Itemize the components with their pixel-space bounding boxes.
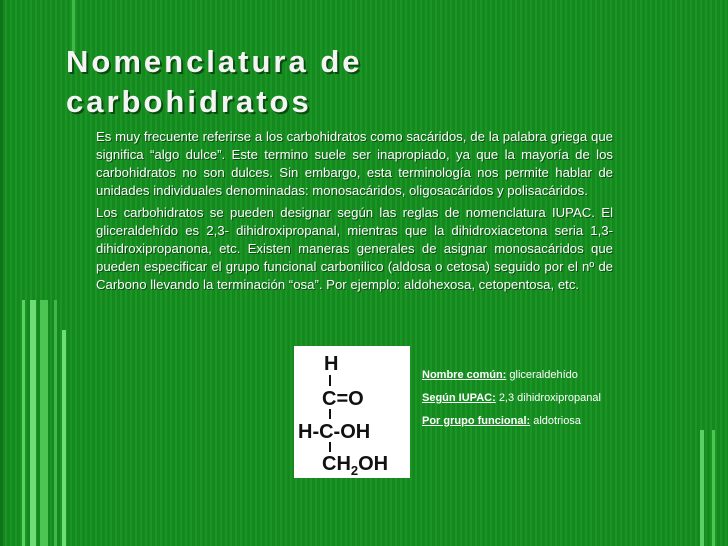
title-line: Nomenclatura de	[66, 44, 363, 79]
functional-name-row	[422, 415, 672, 428]
hydroxymethyl-group	[322, 453, 388, 478]
paragraph-intro: Es muy frecuente referirse a los carbohidratos como sacáridos, de la palabra griega que significa “algo dulce”. Este termino suele ser inapropiado, ya que la mayoría de los carbohidratos no son dulces. Sin embargo, esta terminología nos permite hablar de unidades individuales denominadas: monosacáridos, oligosacáridos y polisacáridos.	[96, 129, 613, 198]
slide-title	[66, 42, 626, 122]
functional-name-label: Por grupo funcional:	[422, 415, 531, 427]
stripe-decoration	[700, 430, 704, 546]
iupac-name-row	[422, 392, 672, 405]
glyceraldehyde-structure	[294, 346, 410, 478]
title-line: carbohidratos	[66, 84, 312, 119]
stripe-decoration	[62, 330, 66, 546]
body-text	[96, 128, 613, 298]
stripe-decoration	[712, 430, 715, 546]
stripe-decoration	[30, 300, 36, 546]
carbonyl-group: C=O	[322, 388, 364, 410]
paragraph-iupac: Los carbohidratos se pueden designar según las reglas de nomenclatura IUPAC. El gliceraldehído es 2,3- dihidroxipropanal, mientras que la dihidroxiacetona seria 1,3- dihidroxipropanona, etc. Existen maneras generales de asignar monosacáridos que pueden especificar el grupo funcional carbonilico (aldosa o cetosa) seguido por el nº de Carbono llevando la terminación “osa”. Por ejemplo: aldohexosa, cetopentosa, etc.	[96, 205, 613, 292]
stripe-decoration	[54, 300, 57, 546]
stripe-decoration	[40, 300, 48, 546]
common-name-value: gliceraldehído	[509, 369, 578, 381]
stripe-decoration	[0, 0, 3, 546]
common-name-label: Nombre común:	[422, 369, 507, 381]
common-name-row	[422, 369, 672, 382]
structure-drawing	[294, 346, 410, 478]
ch-text: CH	[322, 453, 351, 475]
hydroxyl-carbon: H-C-OH	[298, 421, 371, 443]
stripe-decoration	[22, 300, 25, 546]
atom-h: H	[324, 353, 339, 375]
iupac-name-label: Según IUPAC:	[422, 392, 496, 404]
names-panel	[422, 369, 672, 438]
oh-text: OH	[358, 453, 389, 475]
subscript-two: 2	[350, 463, 359, 478]
iupac-name-value: 2,3 dihidroxipropanal	[498, 392, 601, 404]
functional-name-value: aldotriosa	[533, 415, 581, 427]
